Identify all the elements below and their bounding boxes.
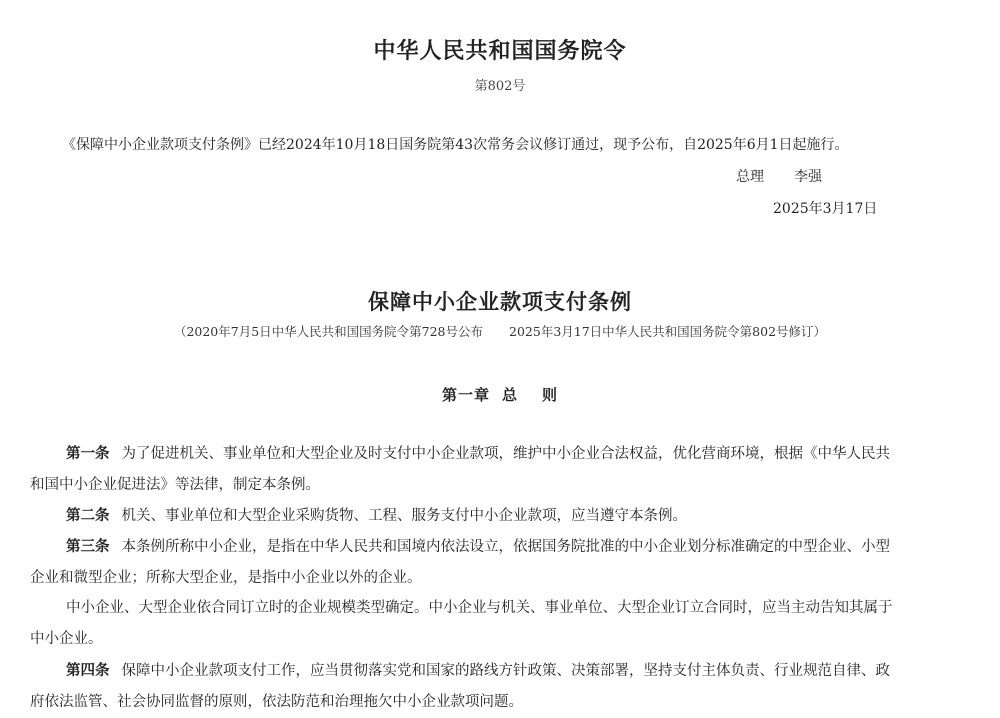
- history-revision: 2025年3月17日中华人民共和国国务院令第802号修订）: [509, 324, 827, 339]
- article-label: 第一条: [66, 445, 110, 462]
- article-label: 第四条: [66, 662, 110, 679]
- article-text: 保障中小企业款项支付工作，应当贯彻落实党和国家的路线方针政策、决策部署，坚持支付主体负责、行业规范自律、政: [121, 663, 890, 679]
- article-text: 本条例所称中小企业，是指在中华人民共和国境内依法设立，依据国务院批准的中小企业划分标准确定的中型企业、小型: [121, 539, 890, 555]
- chapter-label: 第一章: [441, 386, 490, 404]
- article-text: 中小企业。: [30, 631, 103, 647]
- chapter-word-1: 总: [501, 386, 518, 404]
- sign-date: 2025年3月17日: [773, 201, 878, 217]
- decree-number: 第802号: [474, 79, 526, 94]
- article-text: 中小企业、大型企业依合同订立时的企业规模类型确定。中小企业与机关、事业单位、大型企业订立合同时，应当主动告知其属于: [66, 600, 893, 616]
- article-label: 第二条: [66, 507, 110, 524]
- article-label: 第三条: [66, 538, 110, 555]
- chapter-heading: [0, 384, 1000, 405]
- decree-body: 《保障中小企业款项支付条例》已经2024年10月18日国务院第43次常务会议修订通过，现予公布，自2025年6月1日起施行。: [62, 137, 849, 153]
- article-text: 和国中小企业促进法》等法律，制定本条例。: [30, 477, 320, 493]
- decree-title: 中华人民共和国国务院令: [373, 38, 627, 64]
- history-promulgation: （2020年7月5日中华人民共和国国务院令第728号公布: [173, 324, 484, 339]
- article-text: 机关、事业单位和大型企业采购货物、工程、服务支付中小企业款项，应当遵守本条例。: [121, 508, 687, 524]
- article-4: [30, 655, 970, 718]
- article-text: 为了促进机关、事业单位和大型企业及时支付中小企业款项，维护中小企业合法权益，优化营商环境，根据《中华人民共: [121, 446, 890, 462]
- article-text: 企业和微型企业；所称大型企业，是指中小企业以外的企业。: [30, 570, 422, 586]
- regulation-title: 保障中小企业款项支付条例: [368, 289, 632, 314]
- signer-title: 总理: [736, 169, 764, 185]
- article-3-paragraph-2: [30, 593, 970, 655]
- chapter-word-2: 则: [542, 386, 559, 404]
- signer-name: 李强: [794, 169, 822, 185]
- article-text: 府依法监管、社会协同监督的原则，依法防范和治理拖欠中小企业款项问题。: [30, 694, 523, 710]
- article-3: [30, 531, 970, 594]
- signer: [736, 166, 822, 186]
- article-1: [30, 438, 970, 501]
- article-2: [30, 500, 970, 532]
- regulation-history: [0, 322, 1000, 340]
